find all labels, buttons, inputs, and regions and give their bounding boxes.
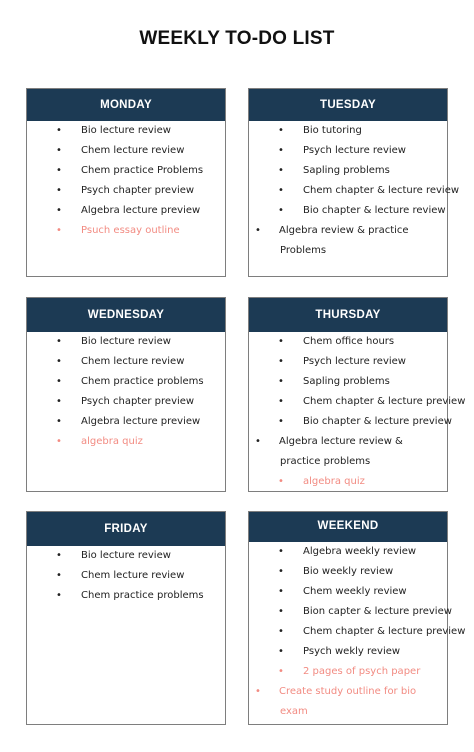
task-item: • Chem lecture review <box>27 566 225 586</box>
task-list-friday <box>27 546 225 606</box>
page-title: WEEKLY TO-DO LIST <box>139 28 335 49</box>
task-item: • Bio lecture review <box>27 121 225 141</box>
task-item: • Chem lecture review <box>27 352 225 372</box>
task-list-weekend <box>249 542 466 722</box>
day-header-tuesday: TUESDAY <box>249 89 447 121</box>
task-item: • Psych chapter preview <box>27 392 225 412</box>
task-item: • Psych chapter preview <box>27 181 225 201</box>
task-list-thursday <box>249 332 466 492</box>
task-item-highlighted: • 2 pages of psych paper <box>249 662 447 682</box>
task-item: • Sapling problems <box>249 161 447 181</box>
task-item-highlighted: • Psuch essay outline <box>27 221 225 241</box>
day-card-wednesday <box>26 297 226 492</box>
task-item: • Sapling problems <box>249 372 447 392</box>
day-header-monday: MONDAY <box>27 89 225 121</box>
task-list-wednesday <box>27 332 225 452</box>
task-item: • Bion capter & lecture preview <box>249 602 447 622</box>
day-header-weekend: WEEKEND <box>249 512 447 542</box>
task-list-tuesday <box>249 121 460 261</box>
task-item: • Bio chapter & lecture preview <box>249 412 447 432</box>
task-item-highlighted: • algebra quiz <box>27 432 225 452</box>
task-item: • Psych lecture review <box>249 352 447 372</box>
task-item-highlighted: • algebra quiz <box>249 472 447 492</box>
day-header-friday: FRIDAY <box>27 512 225 546</box>
task-item: • Chem practice Problems <box>27 161 225 181</box>
task-item: • Algebra lecture review & practice problems <box>249 432 447 472</box>
task-item: • Chem practice problems <box>27 372 225 392</box>
task-item: • Chem chapter & lecture preview <box>249 622 447 642</box>
task-item: • Chem chapter & lecture review <box>249 181 447 201</box>
task-item: • Chem weekly review <box>249 582 447 602</box>
task-list-monday <box>27 121 225 241</box>
day-header-wednesday: WEDNESDAY <box>27 298 225 332</box>
task-item: • Bio chapter & lecture review <box>249 201 447 221</box>
task-item: • Chem chapter & lecture preview <box>249 392 447 412</box>
day-card-monday <box>26 88 226 277</box>
task-item: • Psych lecture review <box>249 141 447 161</box>
task-item: • Algebra weekly review <box>249 542 447 562</box>
task-item: • Chem office hours <box>249 332 447 352</box>
day-card-weekend <box>248 511 466 725</box>
day-card-tuesday <box>248 88 460 277</box>
task-item: • Algebra lecture preview <box>27 412 225 432</box>
task-item: • Algebra review & practice Problems <box>249 221 447 261</box>
task-item: • Bio lecture review <box>27 332 225 352</box>
day-header-thursday: THURSDAY <box>249 298 447 332</box>
task-item-highlighted: • Create study outline for bio exam <box>249 682 447 722</box>
day-card-friday <box>26 511 226 725</box>
task-item: • Chem practice problems <box>27 586 225 606</box>
task-item: • Bio lecture review <box>27 546 225 566</box>
task-item: • Psych wekly review <box>249 642 447 662</box>
task-item: • Algebra lecture preview <box>27 201 225 221</box>
task-item: • Chem lecture review <box>27 141 225 161</box>
task-item: • Bio tutoring <box>249 121 447 141</box>
day-card-thursday <box>248 297 466 492</box>
task-item: • Bio weekly review <box>249 562 447 582</box>
